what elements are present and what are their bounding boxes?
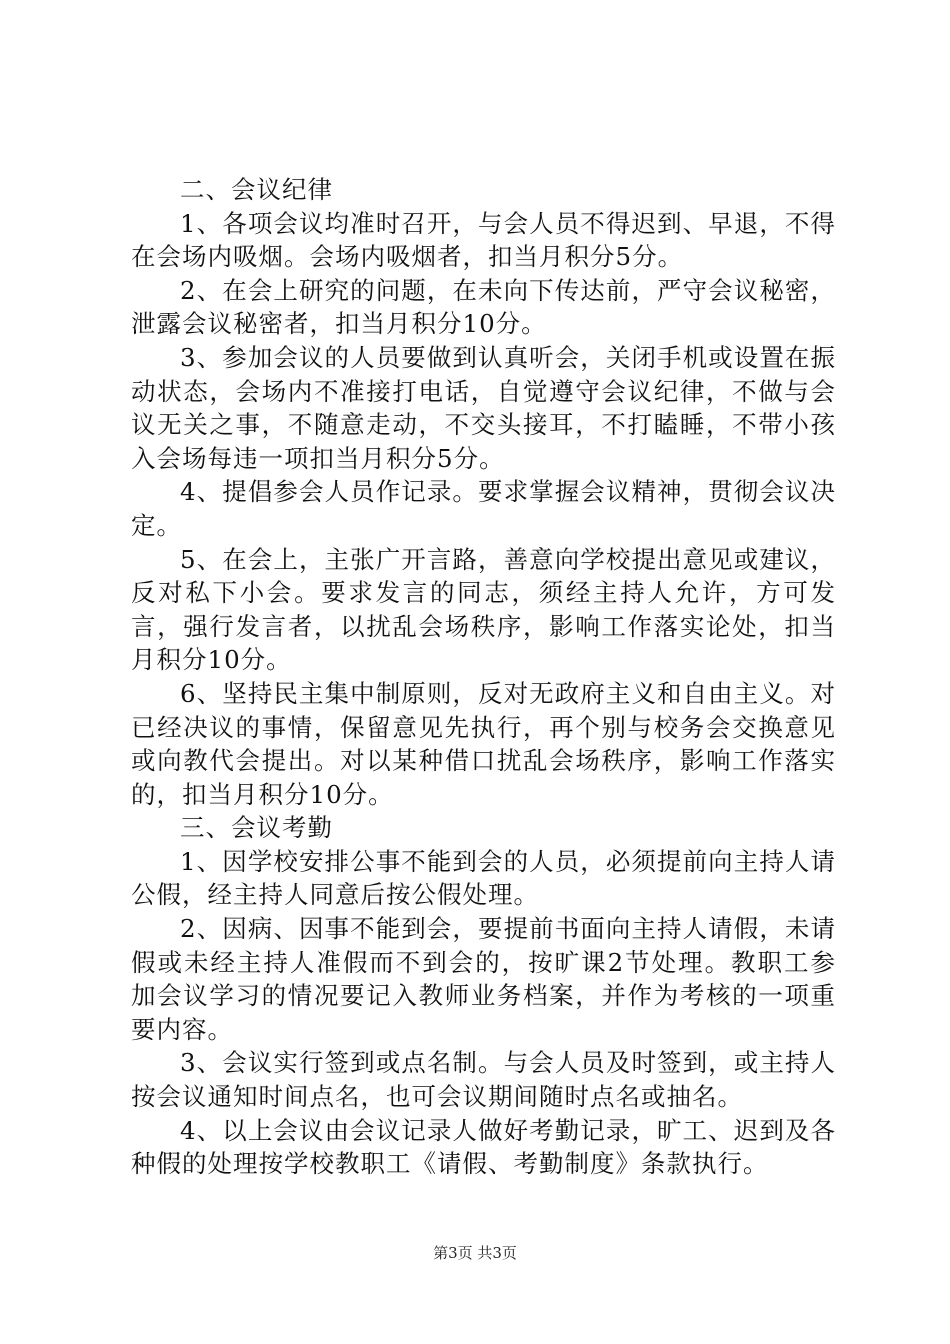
section-heading-meeting-discipline: 二、会议纪律 — [180, 175, 333, 204]
attendance-item-3: 3、会议实行签到或点名制。与会人员及时签到，或主持人按会议通知时间点名，也可会议期间随时点名或抽名。 — [131, 1048, 836, 1112]
attendance-item-2: 2、因病、因事不能到会，要提前书面向主持人请假，未请假或未经主持人准假而不到会的，按旷课2节处理。教职工参加会议学习的情况要记入教师业务档案，并作为考核的一项重要内容。 — [131, 914, 836, 1044]
attendance-item-4: 4、以上会议由会议记录人做好考勤记录，旷工、迟到及各种假的处理按学校教职工《请假、考勤制度》条款执行。 — [131, 1115, 836, 1179]
discipline-item-1: 1、各项会议均准时召开，与会人员不得迟到、早退，不得在会场内吸烟。会场内吸烟者，扣当月积分5分。 — [131, 208, 836, 272]
discipline-item-4: 4、提倡参会人员作记录。要求掌握会议精神，贯彻会议决定。 — [131, 477, 836, 540]
document-body — [131, 173, 836, 1181]
discipline-item-2: 2、在会上研究的问题，在未向下传达前，严守会议秘密，泄露会议秘密者，扣当月积分10分。 — [131, 275, 836, 339]
discipline-item-5: 5、在会上，主张广开言路，善意向学校提出意见或建议，反对私下小会。要求发言的同志，须经主持人允许，方可发言，强行发言者，以扰乱会场秩序，影响工作落实论处，扣当月积分10分。 — [131, 544, 836, 675]
section-heading-meeting-attendance: 三、会议考勤 — [180, 813, 333, 843]
discipline-item-3: 3、参加会议的人员要做到认真听会，关闭手机或设置在振动状态，会场内不准接打电话，自觉遵守会议纪律，不做与会议无关之事，不随意走动，不交头接耳，不打瞌睡，不带小孩入会场每违一项扣当月积分5分。 — [131, 342, 836, 473]
attendance-item-1: 1、因学校安排公事不能到会的人员，必须提前向主持人请公假，经主持人同意后按公假处理。 — [131, 846, 836, 910]
discipline-item-6: 6、坚持民主集中制原则，反对无政府主义和自由主义。对已经决议的事情，保留意见先执行，再个别与校务会交换意见或向教代会提出。对以某种借口扰乱会场秩序，影响工作落实的，扣当月积分10分。 — [131, 678, 836, 809]
page-number-footer: 第3页 共3页 — [433, 1244, 517, 1262]
